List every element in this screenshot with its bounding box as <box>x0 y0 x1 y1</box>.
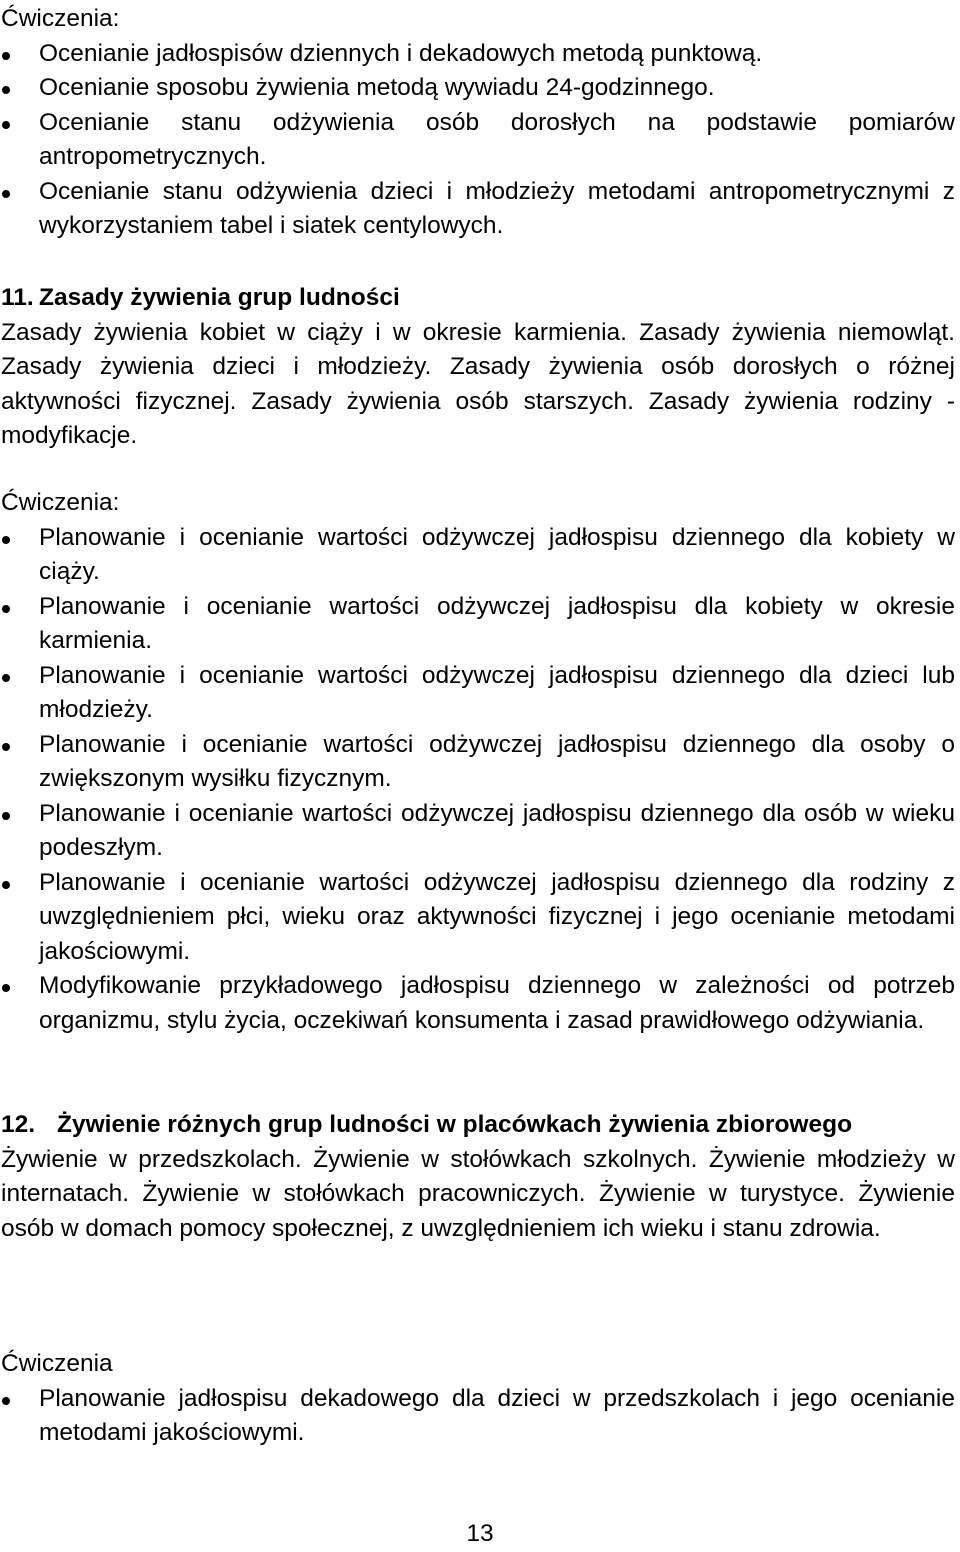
exercises-list <box>1 521 955 1039</box>
list-item: Planowanie i ocenianie wartości odżywczej jadłospisu dziennego dla osób w wieku podeszłym. <box>1 797 955 866</box>
list-item: Ocenianie sposobu żywienia metodą wywiadu 24-godzinnego. <box>1 71 955 106</box>
exercises-block-3 <box>1 1347 955 1451</box>
exercises-label: Ćwiczenia <box>1 1350 113 1377</box>
bullet-icon <box>2 536 10 544</box>
bullet-icon <box>2 812 10 820</box>
bullet-icon <box>2 1397 10 1405</box>
exercises-block-1 <box>1 2 955 244</box>
list-item: Planowanie i ocenianie wartości odżywczej jadłospisu dla kobiety w okresie karmienia. <box>1 590 955 659</box>
bullet-icon <box>2 52 10 60</box>
page-number: 13 <box>466 1520 494 1547</box>
list-item: Ocenianie stanu odżywienia dzieci i młodzieży metodami antropometrycznymi z wykorzystaniem tabel i siatek centylowych. <box>1 175 955 244</box>
exercises-block-2 <box>1 486 955 1038</box>
bullet-icon <box>2 674 10 682</box>
section-heading <box>1 1108 955 1143</box>
bullet-icon <box>2 121 10 129</box>
section-title: Żywienie różnych grup ludności w placówkach żywienia zbiorowego <box>57 1111 853 1138</box>
bullet-icon <box>2 86 10 94</box>
exercises-label: Ćwiczenia: <box>1 489 120 516</box>
section-11 <box>1 281 955 454</box>
list-item: Planowanie i ocenianie wartości odżywczej jadłospisu dziennego dla rodziny z uwzględnieniem płci, wieku oraz aktywności fizycznej i jego ocenianie metodami jakościowymi. <box>1 866 955 970</box>
section-title: Zasady żywienia grup ludności <box>39 284 400 311</box>
exercises-list <box>1 1382 955 1451</box>
list-item: Ocenianie jadłospisów dziennych i dekadowych metodą punktową. <box>1 37 955 72</box>
bullet-icon <box>2 743 10 751</box>
bullet-icon <box>2 190 10 198</box>
list-item: Planowanie i ocenianie wartości odżywczej jadłospisu dziennego dla kobiety w ciąży. <box>1 521 955 590</box>
list-item: Ocenianie stanu odżywienia osób dorosłych na podstawie pomiarów antropometrycznych. <box>1 106 955 175</box>
bullet-icon <box>2 605 10 613</box>
exercises-label: Ćwiczenia: <box>1 5 120 32</box>
bullet-icon <box>2 984 10 992</box>
list-item: Planowanie i ocenianie wartości odżywczej jadłospisu dziennego dla dzieci lub młodzieży. <box>1 659 955 728</box>
section-number: 12. <box>1 1111 36 1138</box>
section-heading <box>1 281 955 316</box>
section-paragraph: Żywienie w przedszkolach. Żywienie w stołówkach szkolnych. Żywienie młodzieży w internatach. Żywienie w stołówkach pracowniczych. Żywienie w turystyce. Żywienie osób w domach pomocy społecznej, z uwzględnieniem ich wieku i stanu zdrowia. <box>1 1145 955 1242</box>
list-item: Modyfikowanie przykładowego jadłospisu dziennego w zależności od potrzeb organizmu, stylu życia, oczekiwań konsumenta i zasad prawidłowego odżywiania. <box>1 969 955 1038</box>
list-item: Planowanie jadłospisu dekadowego dla dzieci w przedszkolach i jego ocenianie metodami jakościowymi. <box>1 1382 955 1451</box>
section-number: 11. <box>1 284 34 311</box>
list-item: Planowanie i ocenianie wartości odżywczej jadłospisu dziennego dla osoby o zwiększonym wysiłku fizycznym. <box>1 728 955 797</box>
section-12 <box>1 1108 955 1246</box>
bullet-icon <box>2 881 10 889</box>
section-paragraph: Zasady żywienia kobiet w ciąży i w okresie karmienia. Zasady żywienia niemowląt. Zasady żywienia dzieci i młodzieży. Zasady żywienia osób dorosłych o różnej aktywności fizycznej. Zasady żywienia osób starszych. Zasady żywienia rodziny - modyfikacje. <box>1 318 955 449</box>
exercises-list <box>1 37 955 244</box>
